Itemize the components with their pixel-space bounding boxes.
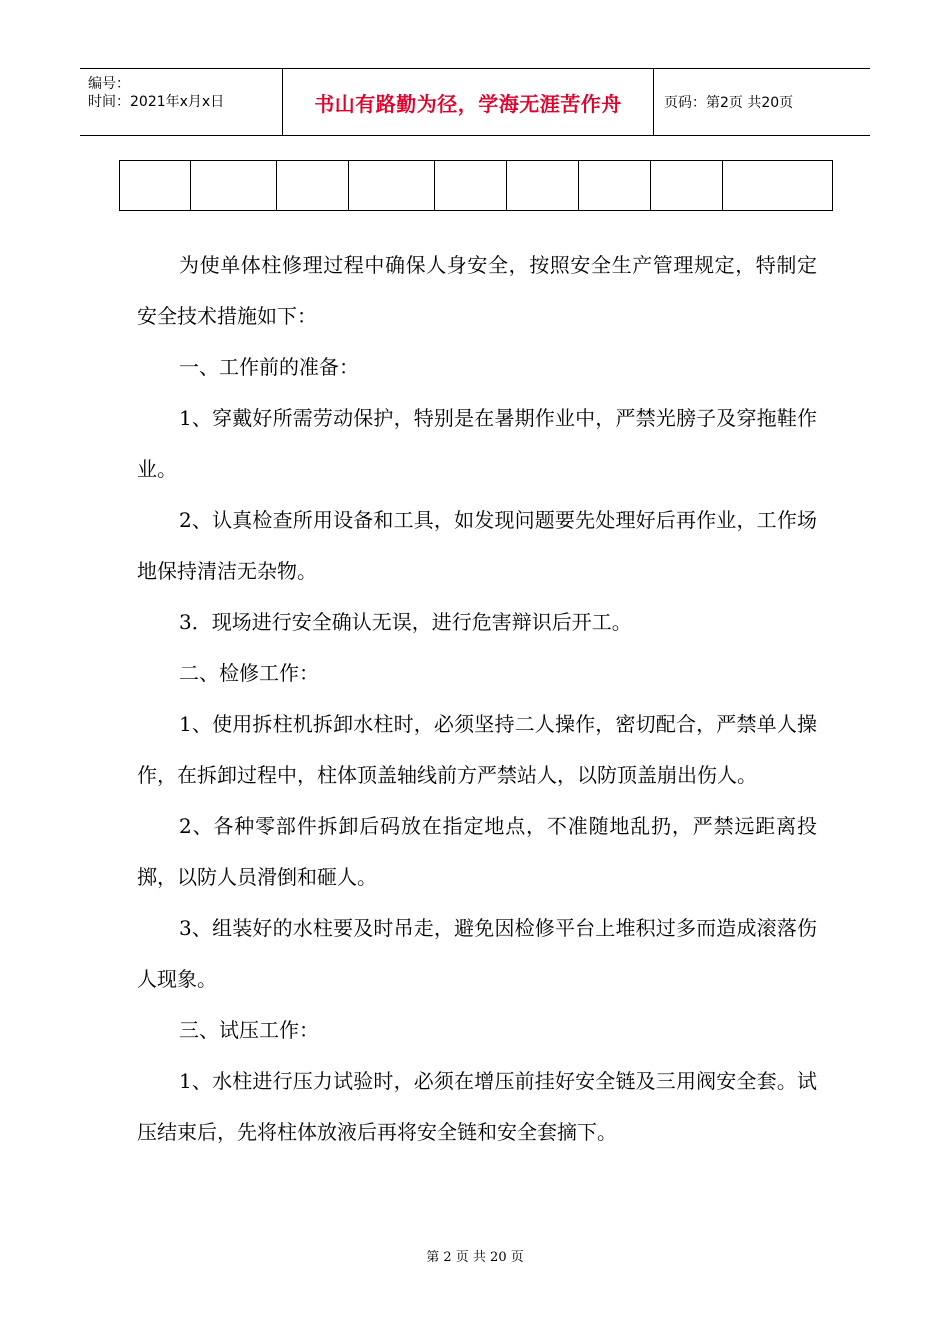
table-cell <box>349 161 435 211</box>
body-paragraph: 2、各种零部件拆卸后码放在指定地点，不准随地乱扔，严禁远距离投掷，以防人员滑倒和砸人。 <box>137 814 817 889</box>
table-row <box>120 161 833 211</box>
table-cell <box>579 161 651 211</box>
body-paragraph: 1、使用拆柱机拆卸水柱时，必须坚持二人操作，密切配合，严禁单人操作，在拆卸过程中，柱体顶盖轴线前方严禁站人，以防顶盖崩出伤人。 <box>137 712 817 787</box>
table-cell <box>435 161 507 211</box>
table-cell <box>120 161 191 211</box>
document-body <box>137 240 817 1158</box>
body-paragraph: 3．现场进行安全确认无误，进行危害辩识后开工。 <box>179 610 632 634</box>
header-motto-cell <box>282 69 654 135</box>
body-paragraph: 1、穿戴好所需劳动保护，特别是在暑期作业中，严禁光膀子及穿拖鞋作业。 <box>137 406 817 481</box>
header-page-info: 页码：第2页 共20页 <box>664 95 794 111</box>
table-cell <box>507 161 579 211</box>
document-time-label: 时间：2021年x月x日 <box>88 94 225 110</box>
table-cell <box>191 161 277 211</box>
section-heading: 三、试压工作： <box>179 1018 319 1042</box>
page-header <box>80 68 870 136</box>
section-heading: 二、检修工作： <box>179 661 319 685</box>
table-cell <box>651 161 723 211</box>
table-cell <box>277 161 349 211</box>
header-page-cell <box>654 69 870 135</box>
intro-paragraph: 为使单体柱修理过程中确保人身安全，按照安全生产管理规定，特制定安全技术措施如下： <box>137 253 817 328</box>
table-cell <box>723 161 833 211</box>
document-number-label: 编号： <box>88 76 130 92</box>
header-left-cell <box>80 69 282 135</box>
body-paragraph: 1、水柱进行压力试验时，必须在增压前挂好安全链及三用阀安全套。试压结束后，先将柱体放液后再将安全链和安全套摘下。 <box>137 1069 817 1144</box>
section-heading: 一、工作前的准备： <box>179 355 359 379</box>
empty-grid-table <box>119 160 833 211</box>
body-paragraph: 3、组装好的水柱要及时吊走，避免因检修平台上堆积过多而造成滚落伤人现象。 <box>137 916 817 991</box>
body-paragraph: 2、认真检查所用设备和工具，如发现问题要先处理好后再作业，工作场地保持清洁无杂物。 <box>137 508 817 583</box>
page-footer: 第 2 页 共 20 页 <box>426 1250 524 1265</box>
header-motto: 书山有路勤为径，学海无涯苦作舟 <box>314 91 622 116</box>
